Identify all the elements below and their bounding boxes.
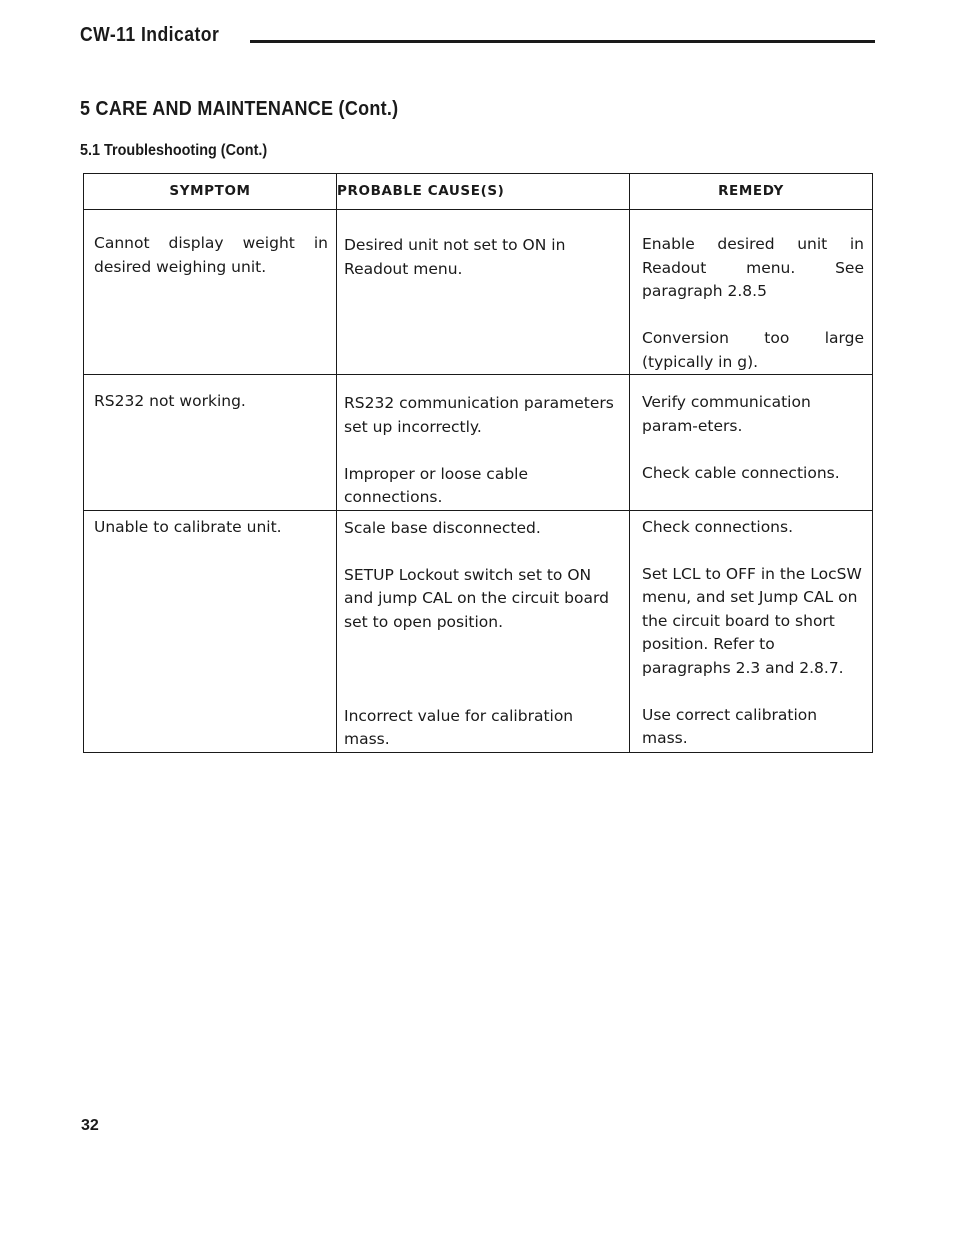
- cause-cell: [337, 375, 630, 511]
- symptom-text: RS232 not working.: [94, 392, 246, 410]
- symptom-cell: [84, 210, 337, 375]
- cause-cell: [337, 210, 630, 375]
- page-header: [80, 22, 875, 52]
- symptom-text: Cannot display weight in desired weighing unit.: [94, 234, 328, 276]
- remedy-text: Verify communication param-eters.: [642, 393, 811, 435]
- remedy-cell: [630, 510, 873, 752]
- column-header-symptom: SYMPTOM: [84, 174, 337, 210]
- symptom-cell: [84, 510, 337, 752]
- symptom-cell: [84, 375, 337, 511]
- cause-text: Scale base disconnected.: [344, 518, 541, 537]
- table-row: [84, 210, 873, 375]
- remedy-text: Check cable connections.: [642, 463, 840, 482]
- header-rule: [250, 40, 875, 43]
- troubleshooting-table: [83, 173, 873, 753]
- symptom-text: Unable to calibrate unit.: [94, 517, 282, 536]
- cause-text: Incorrect value for calibration mass.: [344, 706, 574, 748]
- remedy-text: Conversion too large (typically in g).: [642, 329, 864, 371]
- column-header-probable-causes: PROBABLE CAUSE(S): [337, 174, 630, 210]
- cause-text: Desired unit not set to ON in Readout menu.: [344, 236, 566, 278]
- remedy-text: Check connections.: [642, 517, 794, 536]
- subsection-title: 5.1 Troubleshooting (Cont.): [80, 142, 268, 159]
- cause-cell: [337, 510, 630, 752]
- cause-text: RS232 communication parameters set up incorrectly.: [344, 394, 614, 436]
- page-number: 32: [81, 1117, 99, 1134]
- table-header-row: [84, 174, 873, 210]
- table-row: [84, 375, 873, 511]
- document-title: CW-11 Indicator: [80, 24, 220, 46]
- column-header-remedy: REMEDY: [630, 174, 873, 210]
- remedy-text: Enable desired unit in Readout menu. See paragraph 2.8.5: [642, 235, 864, 300]
- cause-text: SETUP Lockout switch set to ON and jump CAL on the circuit board set to open position.: [344, 565, 609, 631]
- cause-text: Improper or loose cable connections.: [344, 464, 528, 506]
- remedy-text: Set LCL to OFF in the LocSW menu, and set Jump CAL on the circuit board to short position. Refer to paragraphs 2.3 and 2.8.7.: [642, 564, 862, 677]
- table-row: [84, 510, 873, 752]
- section-title: 5 CARE AND MAINTENANCE (Cont.): [80, 98, 399, 120]
- remedy-cell: [630, 375, 873, 511]
- remedy-cell: [630, 210, 873, 375]
- remedy-text: Use correct calibration mass.: [642, 705, 818, 747]
